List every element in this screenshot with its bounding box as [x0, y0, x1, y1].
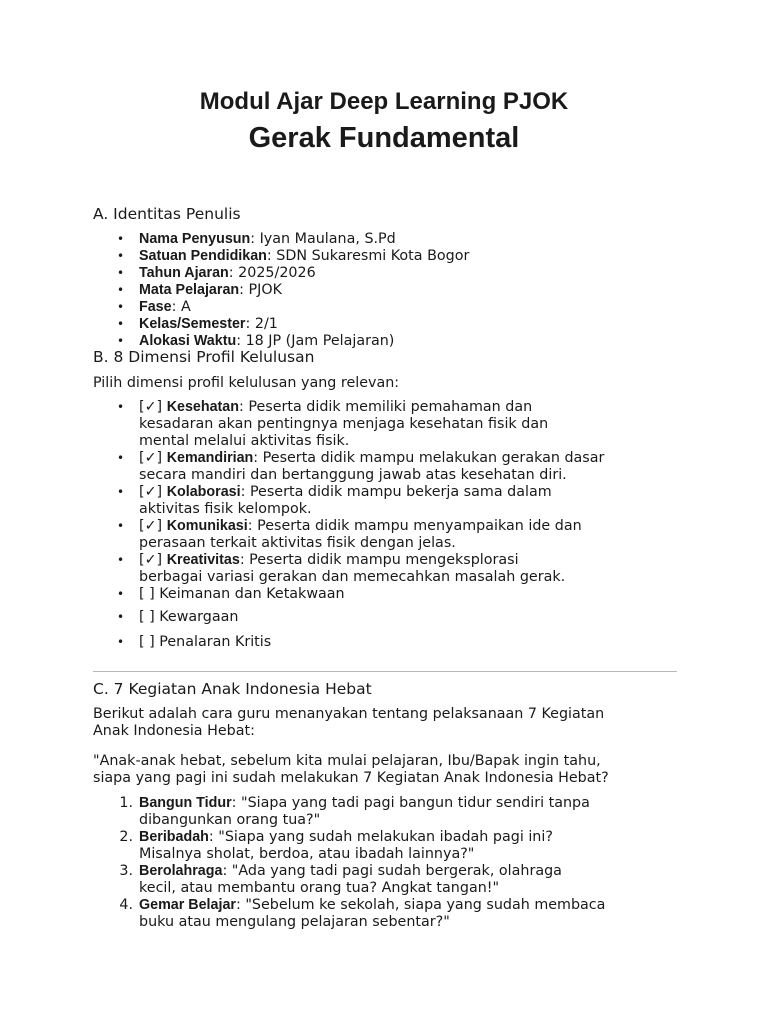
list-item: 2. Beribadah: "Siapa yang sudah melakukan ibadah pagi ini? Misalnya sholat, berdoa, atau ibadah lainnya?" — [119, 829, 553, 862]
activity-list — [93, 795, 693, 931]
profile-dimension-list-extra — [93, 609, 693, 626]
profile-dimension-list — [93, 399, 693, 603]
section-a-heading: A. Identitas Penulis — [93, 205, 241, 223]
list-item: 4. Gemar Belajar: "Sebelum ke sekolah, siapa yang sudah membaca buku atau mengulang pelajaran sebentar?" — [119, 897, 606, 930]
list-item: • Kelas/Semester: 2/1 — [117, 316, 278, 332]
list-item: • Nama Penyusun: Iyan Maulana, S.Pd — [117, 231, 396, 247]
list-item: • Tahun Ajaran: 2025/2026 — [117, 265, 316, 281]
list-item: • Alokasi Waktu: 18 JP (Jam Pelajaran) — [117, 333, 395, 349]
section-divider — [93, 671, 677, 672]
list-item: • Mata Pelajaran: PJOK — [117, 282, 282, 298]
document-title: Modul Ajar Deep Learning PJOK — [199, 88, 569, 115]
list-item: 3. Berolahraga: "Ada yang tadi pagi sudah bergerak, olahraga kecil, atau membantu orang tua? Angkat tangan!" — [119, 863, 562, 896]
section-c-intro: Berikut adalah cara guru menanyakan tentang pelaksanaan 7 Kegiatan Anak Indonesia Hebat: — [93, 706, 605, 739]
list-item: • [ ] Keimanan dan Ketakwaan — [117, 586, 345, 602]
section-c-heading: C. 7 Kegiatan Anak Indonesia Hebat — [93, 680, 372, 698]
section-b-intro: Pilih dimensi profil kelulusan yang relevan: — [93, 375, 400, 391]
list-item: • Fase: A — [117, 299, 191, 315]
identity-list — [93, 231, 693, 350]
list-item: • [✓] Kesehatan: Peserta didik memiliki pemahaman dan kesadaran akan pentingnya menjaga kesehatan fisik dan mental melalui aktivitas fisik. — [117, 399, 549, 449]
list-item: • [✓] Komunikasi: Peserta didik mampu menyampaikan ide dan perasaan terkait aktivitas fisik dengan jelas. — [117, 518, 582, 551]
list-item: • Satuan Pendidikan: SDN Sukaresmi Kota Bogor — [117, 248, 470, 264]
document-subtitle: Gerak Fundamental — [248, 122, 520, 154]
section-c-quote: "Anak-anak hebat, sebelum kita mulai pelajaran, Ibu/Bapak ingin tahu, siapa yang pagi ini sudah melakukan 7 Kegiatan Anak Indonesia Hebat? — [93, 753, 609, 786]
list-item: 1. Bangun Tidur: "Siapa yang tadi pagi bangun tidur sendiri tanpa dibangunkan orang tua?" — [119, 795, 590, 828]
list-item: • [ ] Kewargaan — [117, 609, 239, 625]
list-item: • [✓] Kreativitas: Peserta didik mampu mengeksplorasi berbagai variasi gerakan dan memecahkan masalah gerak. — [117, 552, 566, 585]
profile-dimension-list-extra-2 — [93, 634, 693, 651]
list-item: • [ ] Penalaran Kritis — [117, 634, 272, 650]
list-item: • [✓] Kolaborasi: Peserta didik mampu bekerja sama dalam aktivitas fisik kelompok. — [117, 484, 552, 517]
section-b-heading: B. 8 Dimensi Profil Kelulusan — [93, 348, 315, 366]
list-item: • [✓] Kemandirian: Peserta didik mampu melakukan gerakan dasar secara mandiri dan bertanggung jawab atas kesehatan diri. — [117, 450, 605, 483]
